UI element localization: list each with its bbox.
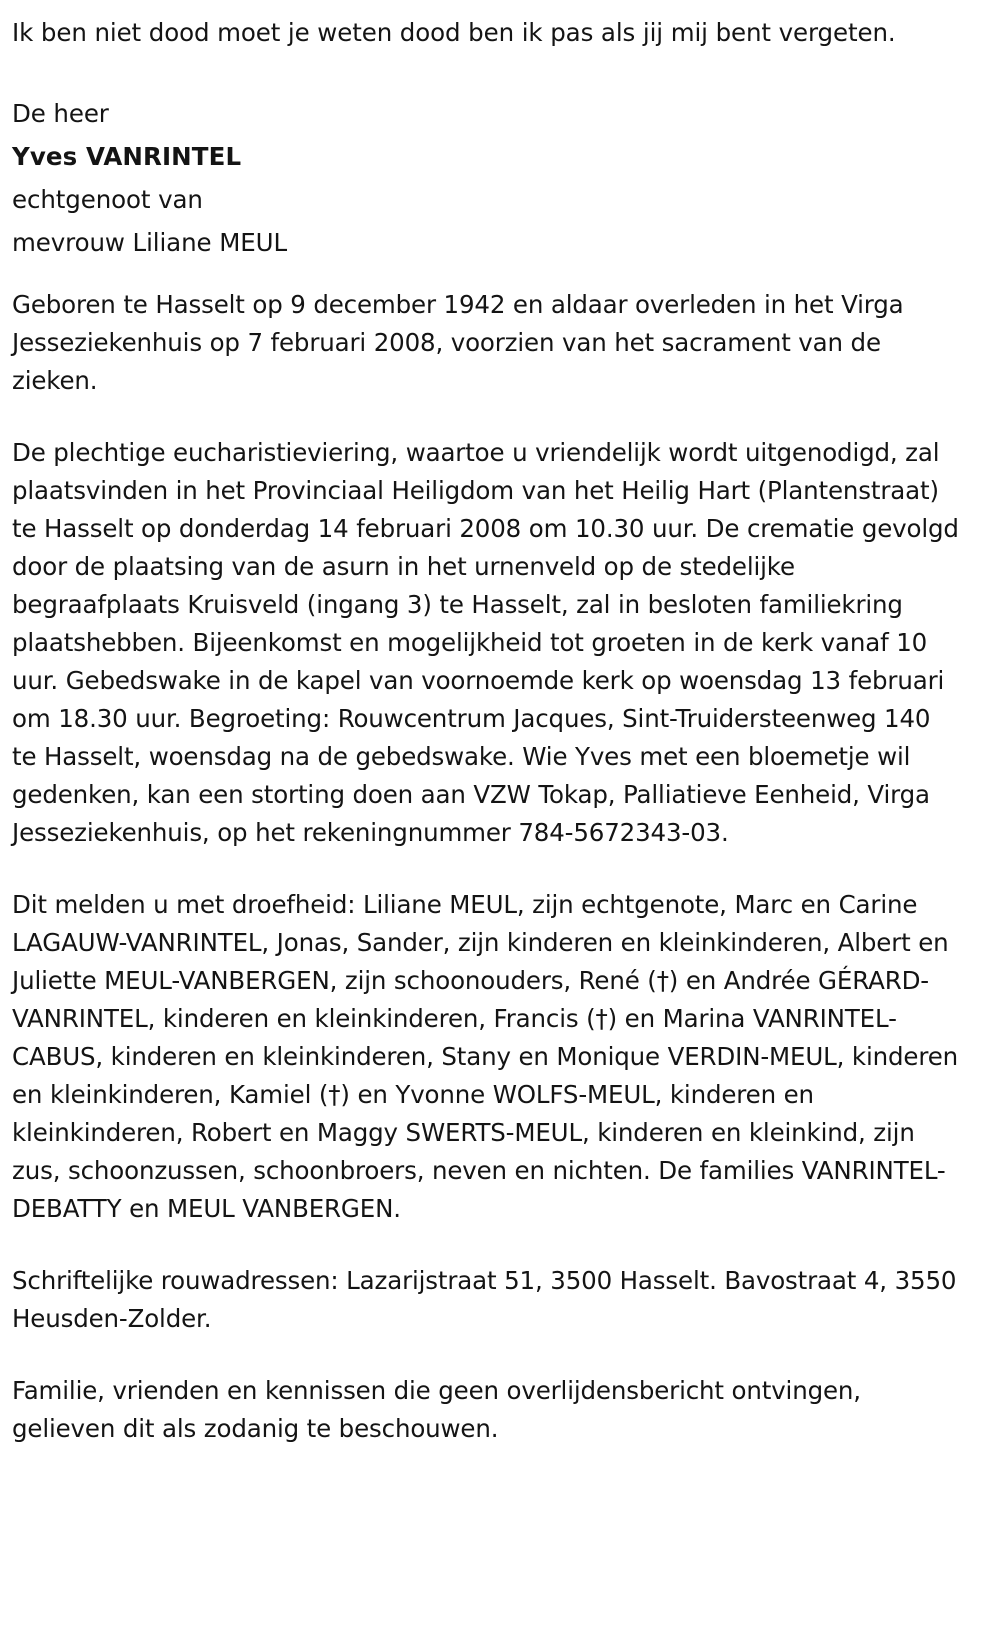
relation-label: echtgenoot van: [12, 185, 203, 214]
birth-death-paragraph: Geboren te Hasselt op 9 december 1942 en aldaar overleden in het Virga Jesseziekenhuis op 7 februari 2008, voorzien van het sacrament van de zieken.: [12, 290, 904, 395]
funeral-service-paragraph: De plechtige eucharistieviering, waartoe u vriendelijk wordt uitgenodigd, zal plaatsvinden in het Provinciaal Heiligdom van het Heilig Hart (Plantenstraat) te Hasselt op donderdag 14 februari 2008 om 10.30 uur. De crematie gevolgd door de plaatsing van de asurn in het urnenveld op de stedelijke begraafplaats Kruisveld (ingang 3) te Hasselt, zal in besloten familiekring plaatshebben. Bijeenkomst en mogelijkheid tot groeten in de kerk vanaf 10 uur. Gebedswake in de kapel van voornoemde kerk op woensdag 13 februari om 18.30 uur. Begroeting: Rouwcentrum Jacques, Sint-Truidersteenweg 140 te Hasselt, woensdag na de gebedswake. Wie Yves met een bloemetje wil gedenken, kan een storting doen aan VZW Tokap, Palliatieve Eenheid, Virga Jesseziekenhuis, op het rekeningnummer 784-5672343-03.: [12, 438, 959, 847]
spacer-after-addresses: [12, 1338, 960, 1372]
spacer-after-name-block: [12, 264, 960, 286]
spacer-after-epitaph: [12, 52, 960, 92]
honorific-title: De heer: [12, 99, 109, 128]
spacer-after-birth-death: [12, 400, 960, 434]
closing-notice-paragraph: Familie, vrienden en kennissen die geen overlijdensbericht ontvingen, gelieven dit als zodanig te beschouwen.: [12, 1376, 861, 1443]
deceased-name-block: [12, 92, 960, 264]
mourning-addresses-paragraph: Schriftelijke rouwadressen: Lazarijstraat 51, 3500 Hasselt. Bavostraat 4, 3550 Heusden-Zolder.: [12, 1266, 957, 1333]
family-announcement-paragraph: Dit melden u met droefheid: Liliane MEUL, zijn echtgenote, Marc en Carine LAGAUW-VANRINTEL, Jonas, Sander, zijn kinderen en kleinkinderen, Albert en Juliette MEUL-VANBERGEN, zijn schoonouders, René (†) en Andrée GÉRARD-VANRINTEL, kinderen en kleinkinderen, Francis (†) en Marina VANRINTEL-CABUS, kinderen en kleinkinderen, Stany en Monique VERDIN-MEUL, kinderen en kleinkinderen, Kamiel (†) en Yvonne WOLFS-MEUL, kinderen en kleinkinderen, Robert en Maggy SWERTS-MEUL, kinderen en kleinkind, zijn zus, schoonzussen, schoonbroers, neven en nichten. De families VANRINTEL-DEBATTY en MEUL VANBERGEN.: [12, 890, 959, 1223]
epitaph-line: Ik ben niet dood moet je weten dood ben ik pas als jij mij bent vergeten.: [12, 18, 896, 47]
deceased-name: Yves VANRINTEL: [12, 142, 242, 171]
spacer-after-family: [12, 1228, 960, 1262]
spouse-name: mevrouw Liliane MEUL: [12, 228, 287, 257]
spacer-after-service: [12, 852, 960, 886]
